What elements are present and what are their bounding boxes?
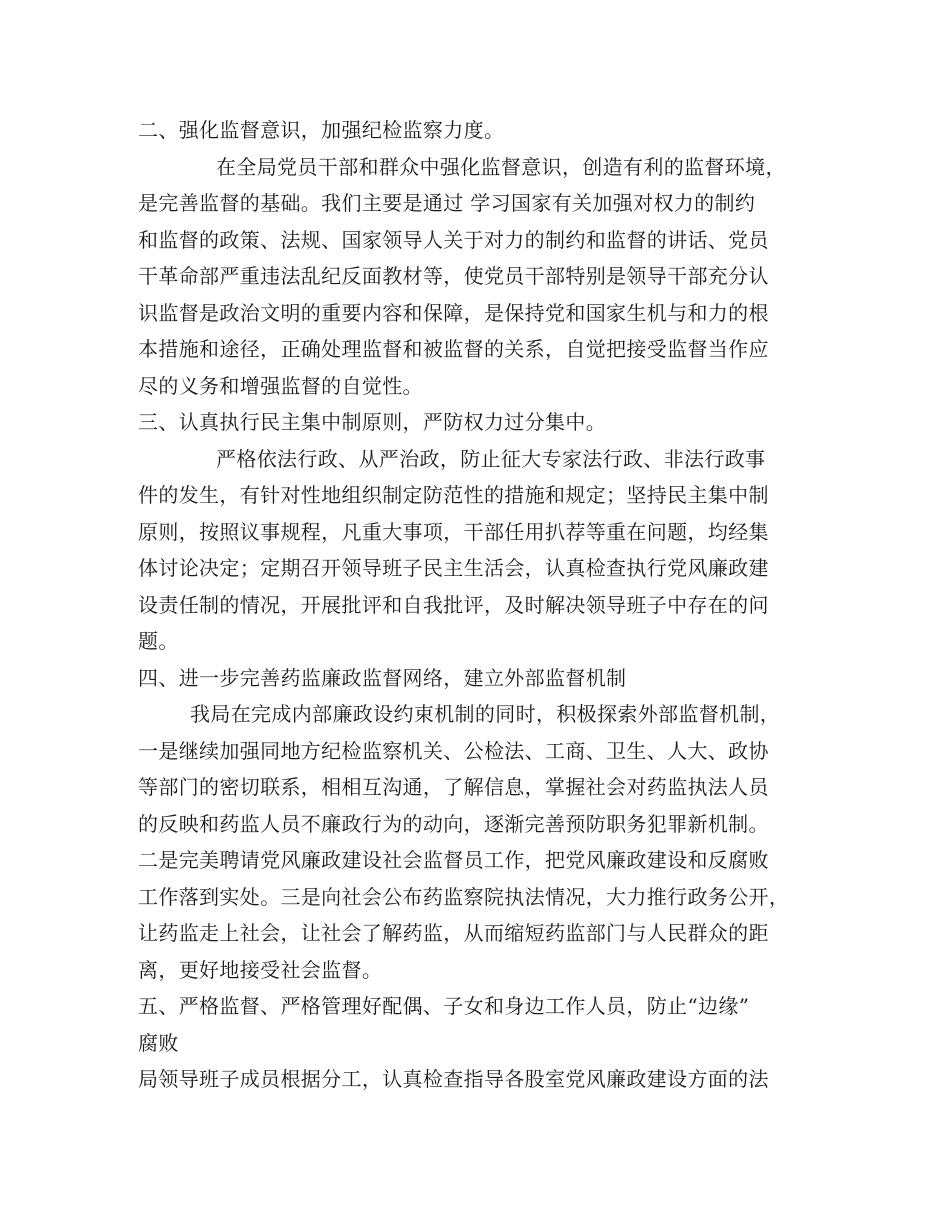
text-line: 和监督的政策、法规、国家领导人关于对力的制约和监督的讲话、党员 [138,227,769,252]
text-line: 体讨论决定；定期召开领导班子民主生活会，认真检查执行党风廉政建 [138,556,769,580]
text-line: 的反映和药监人员不廉政行为的动向，逐渐完善预防职务犯罪新机制。 [138,811,769,836]
text-line: 腐败 [138,1030,179,1055]
text-line: 让药监走上社会，让社会了解药监，从而缩短药监部门与人民群众的距 [138,921,769,945]
text-line: 二、强化监督意识，加强纪检监察力度。 [138,118,505,142]
text-line: 在全局党员干部和群众中强化监督意识，创造有利的监督环境， [216,154,786,179]
text-line: 设责任制的情况，开展批评和自我批评，及时解决领导班子中存在的问 [138,592,769,617]
text-line: 工作落到实处。三是向社会公布药监察院执法情况，大力推行政务公开， [138,884,790,909]
text-line: 局领导班子成员根据分工，认真检查指导各股室党风廉政建设方面的法 [138,1067,769,1091]
text-line: 干革命部严重违法乱纪反面教材等，使党员干部特别是领导干部充分认 [138,264,769,288]
text-line: 件的发生，有针对性地组织制定防范性的措施和规定；坚持民主集中制 [138,483,769,507]
text-line: 识监督是政治文明的重要内容和保障，是保持党和国家生机与和力的根 [138,300,769,325]
text-line: 等部门的密切联系，相相互沟通，了解信息，掌握社会对药监执法人员 [138,775,769,799]
text-line: 二是完美聘请党风廉政建设社会监督员工作，把党风廉政建设和反腐败 [138,848,769,872]
text-line: 原则，按照议事规程，凡重大事项，干部任用扒荐等重在问题，均经集 [138,519,769,544]
text-line: 题。 [138,629,179,653]
text-line: 我局在完成内部廉政设约束机制的同时，积极探索外部监督机制， [190,702,781,726]
text-line: 是完善监督的基础。我们主要是通过 学习国家有关加强对权力的制约 [138,191,756,215]
text-line: 本措施和途径，正确处理监督和被监督的关系，自觉把接受监督当作应 [138,337,769,361]
document-body [138,112,818,1098]
text-line: 五、严格监督、严格管理好配偶、子女和身边工作人员，防止“边缘” [138,994,750,1018]
text-line: 三、认真执行民主集中制原则，严防权力过分集中。 [138,410,607,434]
text-line: 尽的义务和增强监督的自觉性。 [138,373,423,398]
text-line: 一是继续加强同地方纪检监察机关、公检法、工商、卫生、人大、政协 [138,738,769,763]
text-line: 严格依法行政、从严治政，防止征大专家法行政、非法行政事 [216,446,766,471]
text-line: 四、进一步完善药监廉政监督网络，建立外部监督机制 [138,665,627,690]
text-line: 离，更好地接受社会监督。 [138,957,383,982]
